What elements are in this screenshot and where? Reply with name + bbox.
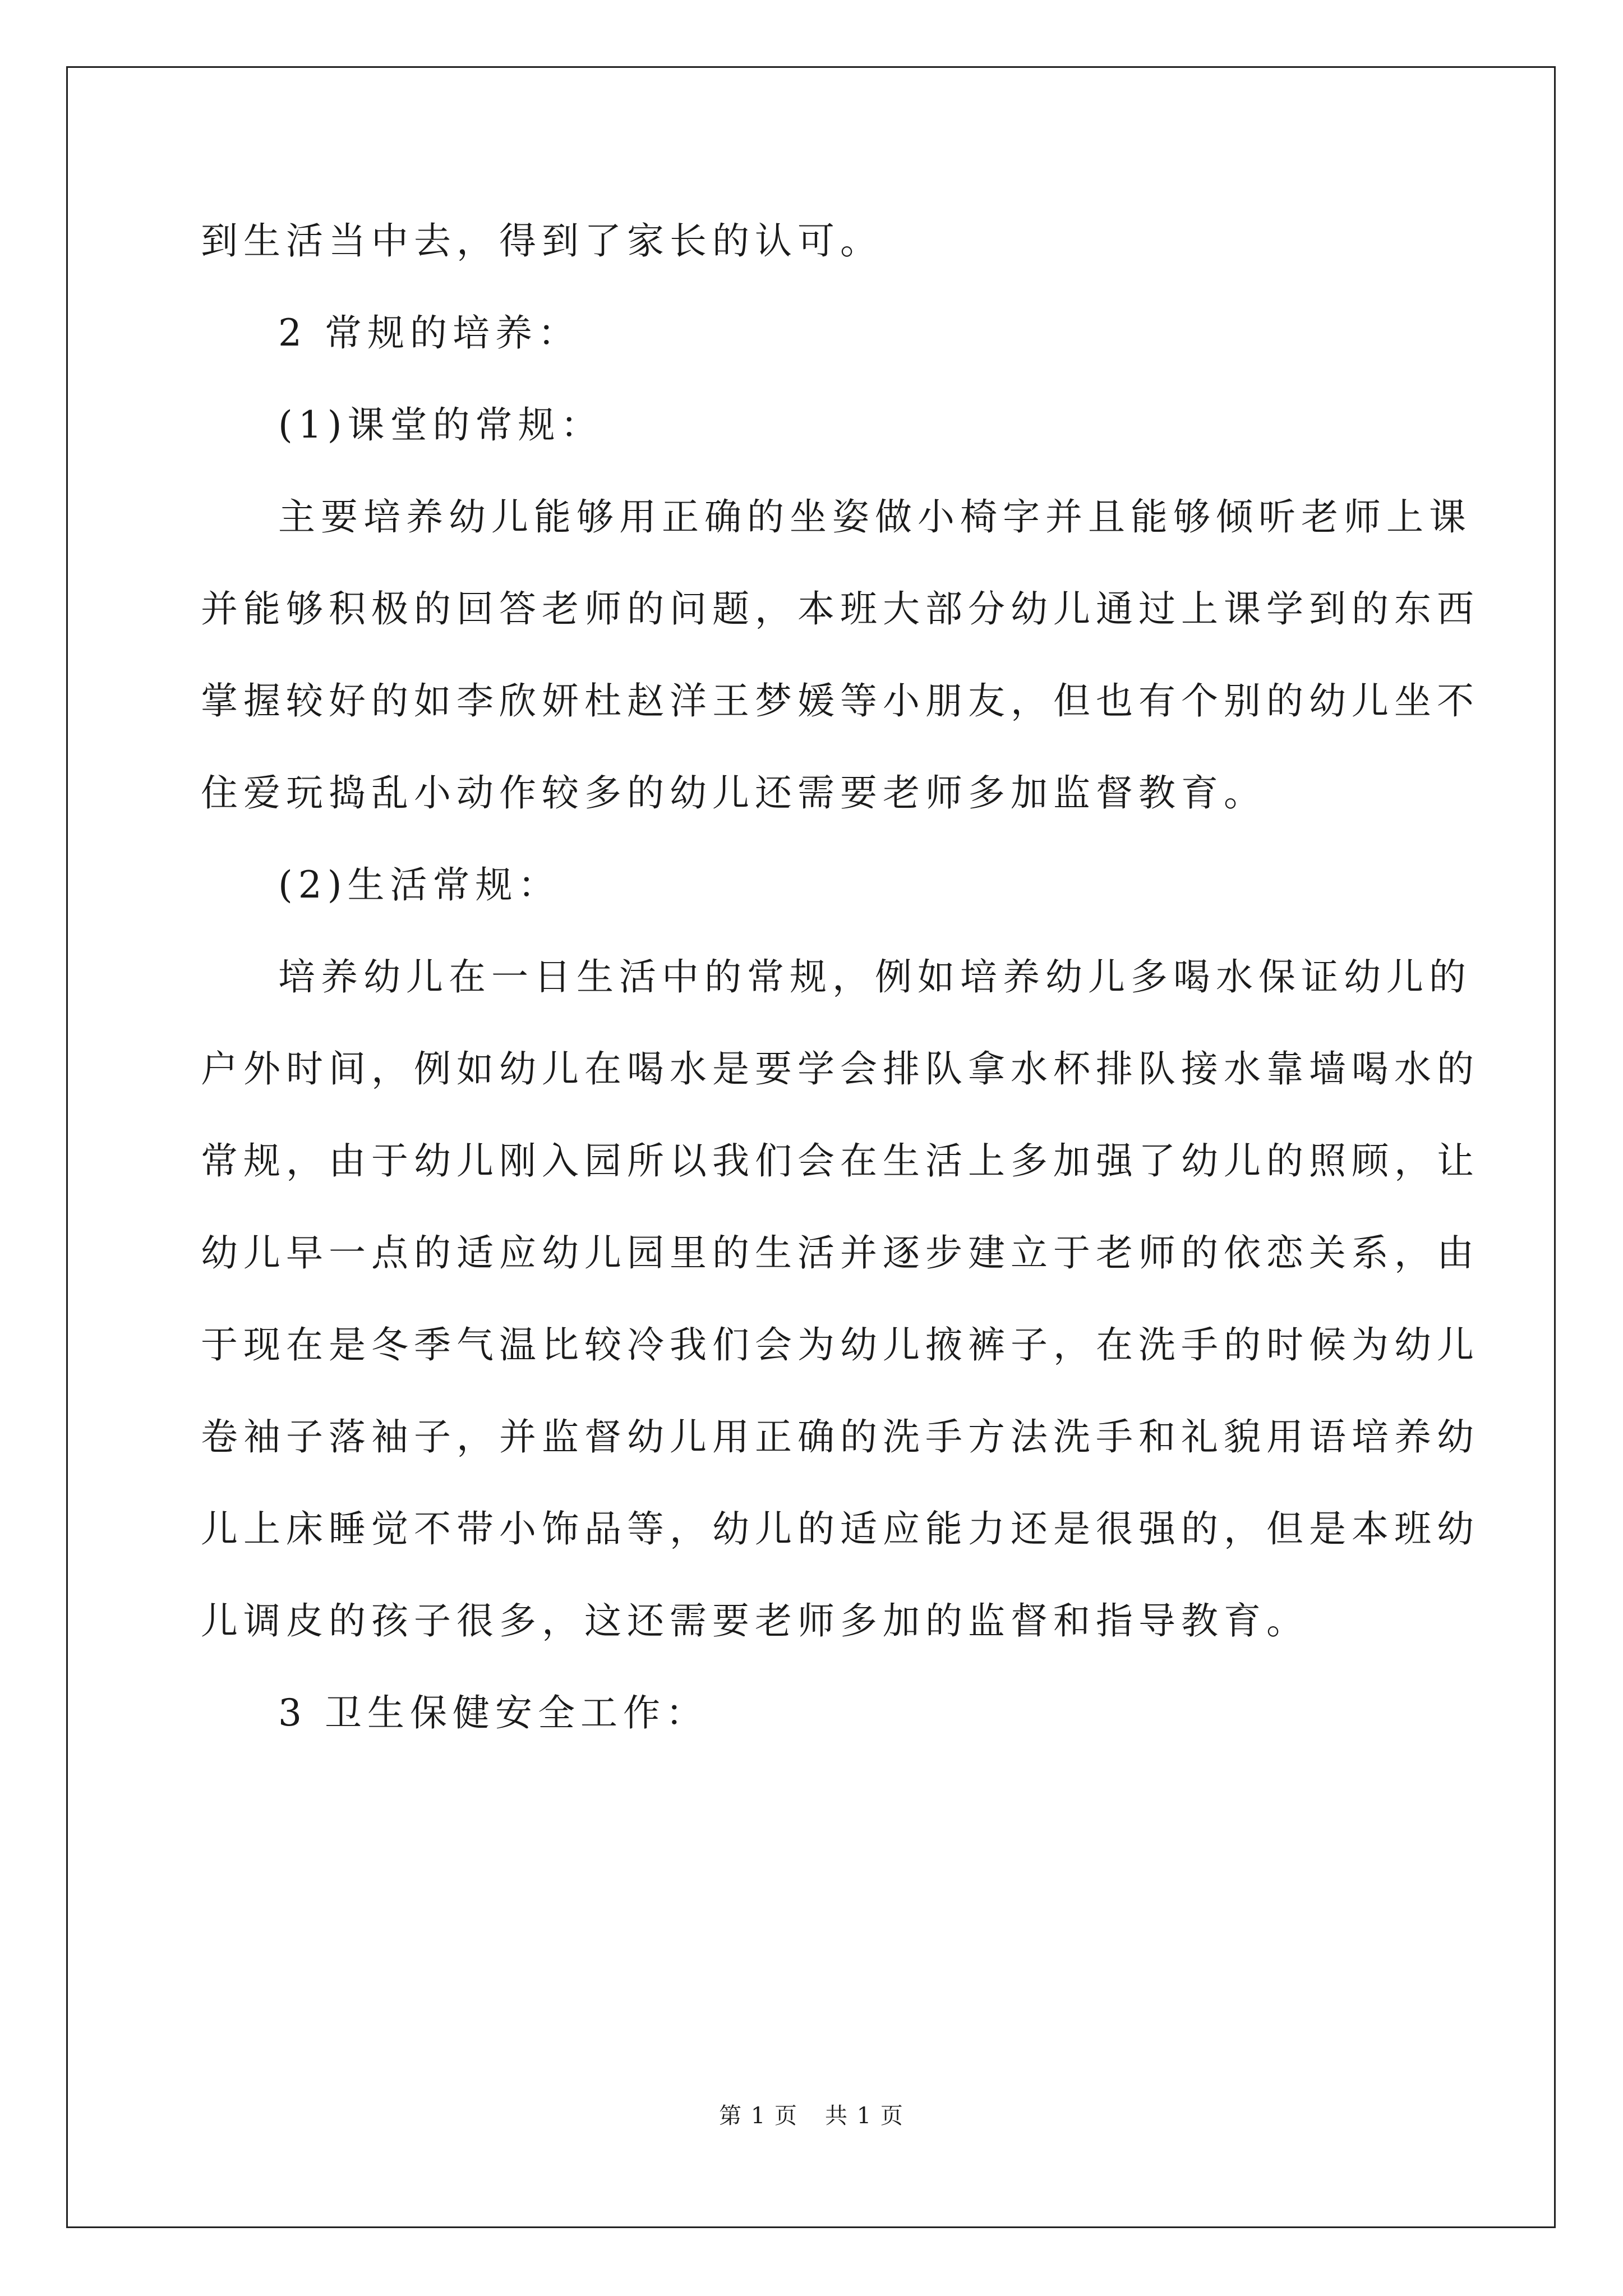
text-line: 培养幼儿在一日生活中的常规，例如培养幼儿多喝水保证幼儿的	[278, 955, 1472, 999]
text-line: 掌握较好的如李欣妍杜赵洋王梦媛等小朋友，但也有个别的幼儿坐不	[201, 679, 1479, 723]
section-heading: 3 卫生保健安全工作：	[278, 1691, 708, 1734]
text-line: 并能够积极的回答老师的问题，本班大部分幼儿通过上课学到的东西	[201, 587, 1479, 631]
text-line: 到生活当中去，得到了家长的认可。	[201, 219, 883, 263]
subsection-heading: (2)生活常规：	[278, 863, 561, 907]
page-number-current: 第 1 页	[719, 2103, 798, 2129]
text-line: 于现在是冬季气温比较冷我们会为幼儿掖裤子，在洗手的时候为幼儿	[201, 1323, 1479, 1366]
document-body	[201, 213, 1479, 1741]
section-heading: 2 常规的培养：	[278, 311, 580, 355]
text-line: 儿调皮的孩子很多，这还需要老师多加的监督和指导教育。	[201, 1599, 1309, 1642]
text-line: 卷袖子落袖子，并监督幼儿用正确的洗手方法洗手和礼貌用语培养幼	[201, 1415, 1479, 1458]
page-number-total: 共 1 页	[825, 2103, 904, 2129]
text-line: 户外时间，例如幼儿在喝水是要学会排队拿水杯排队接水靠墙喝水的	[201, 1047, 1479, 1091]
text-line: 住爱玩捣乱小动作较多的幼儿还需要老师多加监督教育。	[201, 771, 1266, 815]
text-line: 主要培养幼儿能够用正确的坐姿做小椅字并且能够倾听老师上课	[278, 495, 1472, 539]
subsection-heading: (1)课堂的常规：	[278, 403, 603, 447]
text-line: 儿上床睡觉不带小饰品等，幼儿的适应能力还是很强的，但是本班幼	[201, 1507, 1479, 1550]
text-line: 幼儿早一点的适应幼儿园里的生活并逐步建立于老师的依恋关系，由	[201, 1231, 1479, 1274]
page-footer	[0, 2099, 1623, 2133]
text-line: 常规，由于幼儿刚入园所以我们会在生活上多加强了幼儿的照顾，让	[201, 1139, 1479, 1182]
